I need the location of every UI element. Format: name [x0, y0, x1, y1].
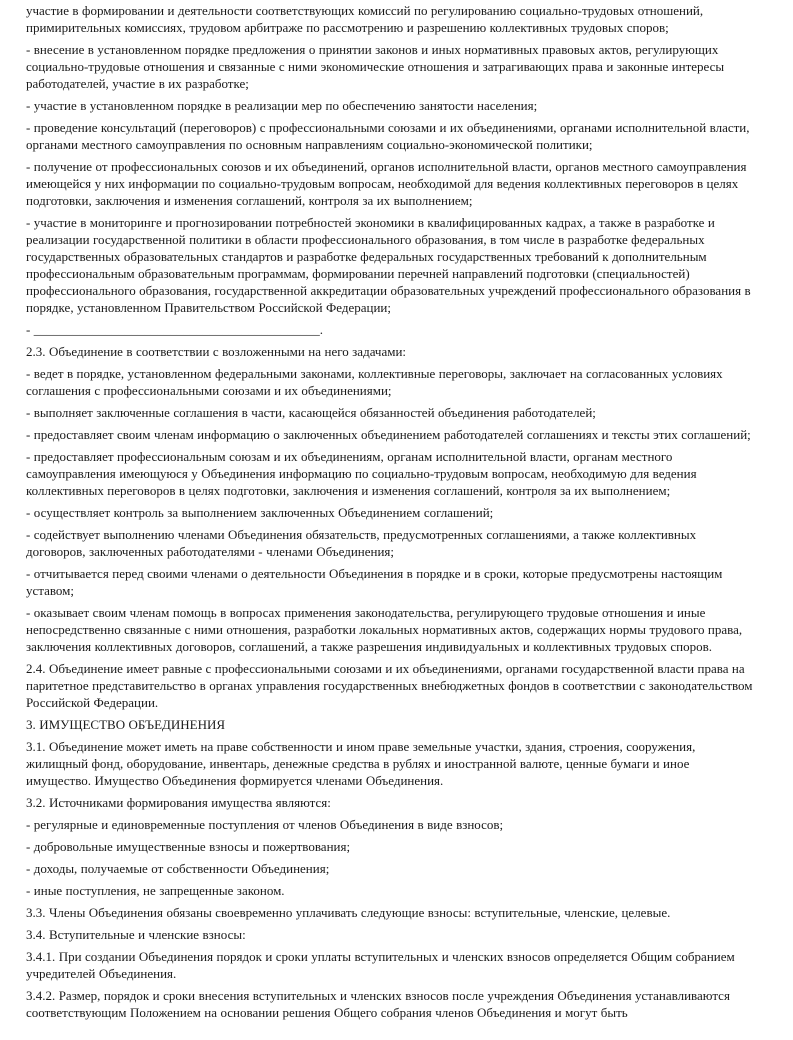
paragraph: - регулярные и единовременные поступления от членов Объединения в виде взносов; [26, 817, 504, 832]
paragraph: 3.4. Вступительные и членские взносы: [26, 927, 246, 942]
paragraph: - участие в мониторинге и прогнозировании потребностей экономики в квалифицированных кадрах, а также в разработке и реализации государственной политики в области профессионального образования, в том числе в разработке федеральных государственных образовательных стандартов и разработке федеральных государственных требований к дополнительным профессиональным образовательным программам, формировании перечней направлений подготовки (специальностей) профессионального образования, государственной аккредитации образовательных учреждений профессионального образования в порядке, установленном Правительством Российской Федерации; [26, 215, 751, 315]
paragraph: 3.4.2. Размер, порядок и сроки внесения вступительных и членских взносов после учреждения Объединения устанавливаются соответствующим Положением на основании решения Общего собрания членов Объединения и могут быть [26, 988, 730, 1020]
paragraph: - ____________________________________________. [26, 322, 324, 337]
paragraph: - участие в установленном порядке в реализации мер по обеспечению занятости населения; [26, 98, 538, 113]
paragraph: - выполняет заключенные соглашения в части, касающейся обязанностей объединения работодателей; [26, 405, 596, 420]
paragraph: - оказывает своим членам помощь в вопросах применения законодательства, регулирующего трудовые отношения и иные непосредственно связанные с ними отношения, разработки локальных нормативных актов, содержащих нормы трудового права, заключения коллективных договоров, соглашений, а также разрешения индивидуальных и коллективных трудовых споров. [26, 605, 743, 654]
document-body [26, 2, 757, 1021]
paragraph: - отчитывается перед своими членами о деятельности Объединения в порядке и в сроки, которые предусмотрены настоящим уставом; [26, 566, 723, 598]
paragraph: - проведение консультаций (переговоров) с профессиональными союзами и их объединениями, органами исполнительной власти, органами местного самоуправления по основным направлениям социально-экономической политики; [26, 120, 750, 152]
paragraph: - доходы, получаемые от собственности Объединения; [26, 861, 330, 876]
paragraph: 3.3. Члены Объединения обязаны своевременно уплачивать следующие взносы: вступительные, членские, целевые. [26, 905, 671, 920]
paragraph: - иные поступления, не запрещенные законом. [26, 883, 285, 898]
paragraph: участие в формировании и деятельности соответствующих комиссий по регулированию социально-трудовых отношений, примирительных комиссиях, трудовом арбитраже по рассмотрению и разрешению коллективных трудовых споров; [26, 3, 704, 35]
paragraph: 3.1. Объединение может иметь на праве собственности и ином праве земельные участки, здания, строения, сооружения, жилищный фонд, оборудование, инвентарь, денежные средства в рублях и иностранной валюте, ценные бумаги и иное имущество. Имущество Объединения формируется членами Объединения. [26, 739, 696, 788]
paragraph: - предоставляет профессиональным союзам и их объединениям, органам исполнительной власти, органам местного самоуправления имеющуюся у Объединения информацию по социально-трудовым вопросам, необходимую для ведения коллективных переговоров в целях подготовки, заключения и изменения соглашений, контроля за их выполнением; [26, 449, 697, 498]
paragraph: - ведет в порядке, установленном федеральными законами, коллективные переговоры, заключает на согласованных условиях соглашения с профессиональными союзами и их объединениями; [26, 366, 723, 398]
paragraph: 2.4. Объединение имеет равные с профессиональными союзами и их объединениями, органами государственной власти права на паритетное представительство в органах управления государственных внебюджетных фондов в соответствии с законодательством Российской Федерации. [26, 661, 753, 710]
paragraph: - получение от профессиональных союзов и их объединений, органов исполнительной власти, органов местного самоуправления имеющейся у них информации по социально-трудовым вопросам, необходимой для ведения коллективных переговоров в целях подготовки, заключения и изменения соглашений, контроля за их выполнением; [26, 159, 747, 208]
paragraph: - предоставляет своим членам информацию о заключенных объединением работодателей соглашениях и тексты этих соглашений; [26, 427, 751, 442]
paragraph: 2.3. Объединение в соответствии с возложенными на него задачами: [26, 344, 407, 359]
paragraph: 3.4.1. При создании Объединения порядок и сроки уплаты вступительных и членских взносов определяется Общим собранием учредителей Объединения. [26, 949, 735, 981]
paragraph: - осуществляет контроль за выполнением заключенных Объединением соглашений; [26, 505, 494, 520]
paragraph: - добровольные имущественные взносы и пожертвования; [26, 839, 351, 854]
paragraph: 3.2. Источниками формирования имущества являются: [26, 795, 331, 810]
section-heading: 3. ИМУЩЕСТВО ОБЪЕДИНЕНИЯ [26, 717, 226, 732]
paragraph: - содействует выполнению членами Объединения обязательств, предусмотренных соглашениями, а также коллективных договоров, заключенных работодателями - членами Объединения; [26, 527, 697, 559]
paragraph: - внесение в установленном порядке предложения о принятии законов и иных нормативных правовых актов, регулирующих социально-трудовые отношения и связанные с ними экономические отношения и затрагивающих права и законные интересы работодателей, участие в их разработке; [26, 42, 725, 91]
